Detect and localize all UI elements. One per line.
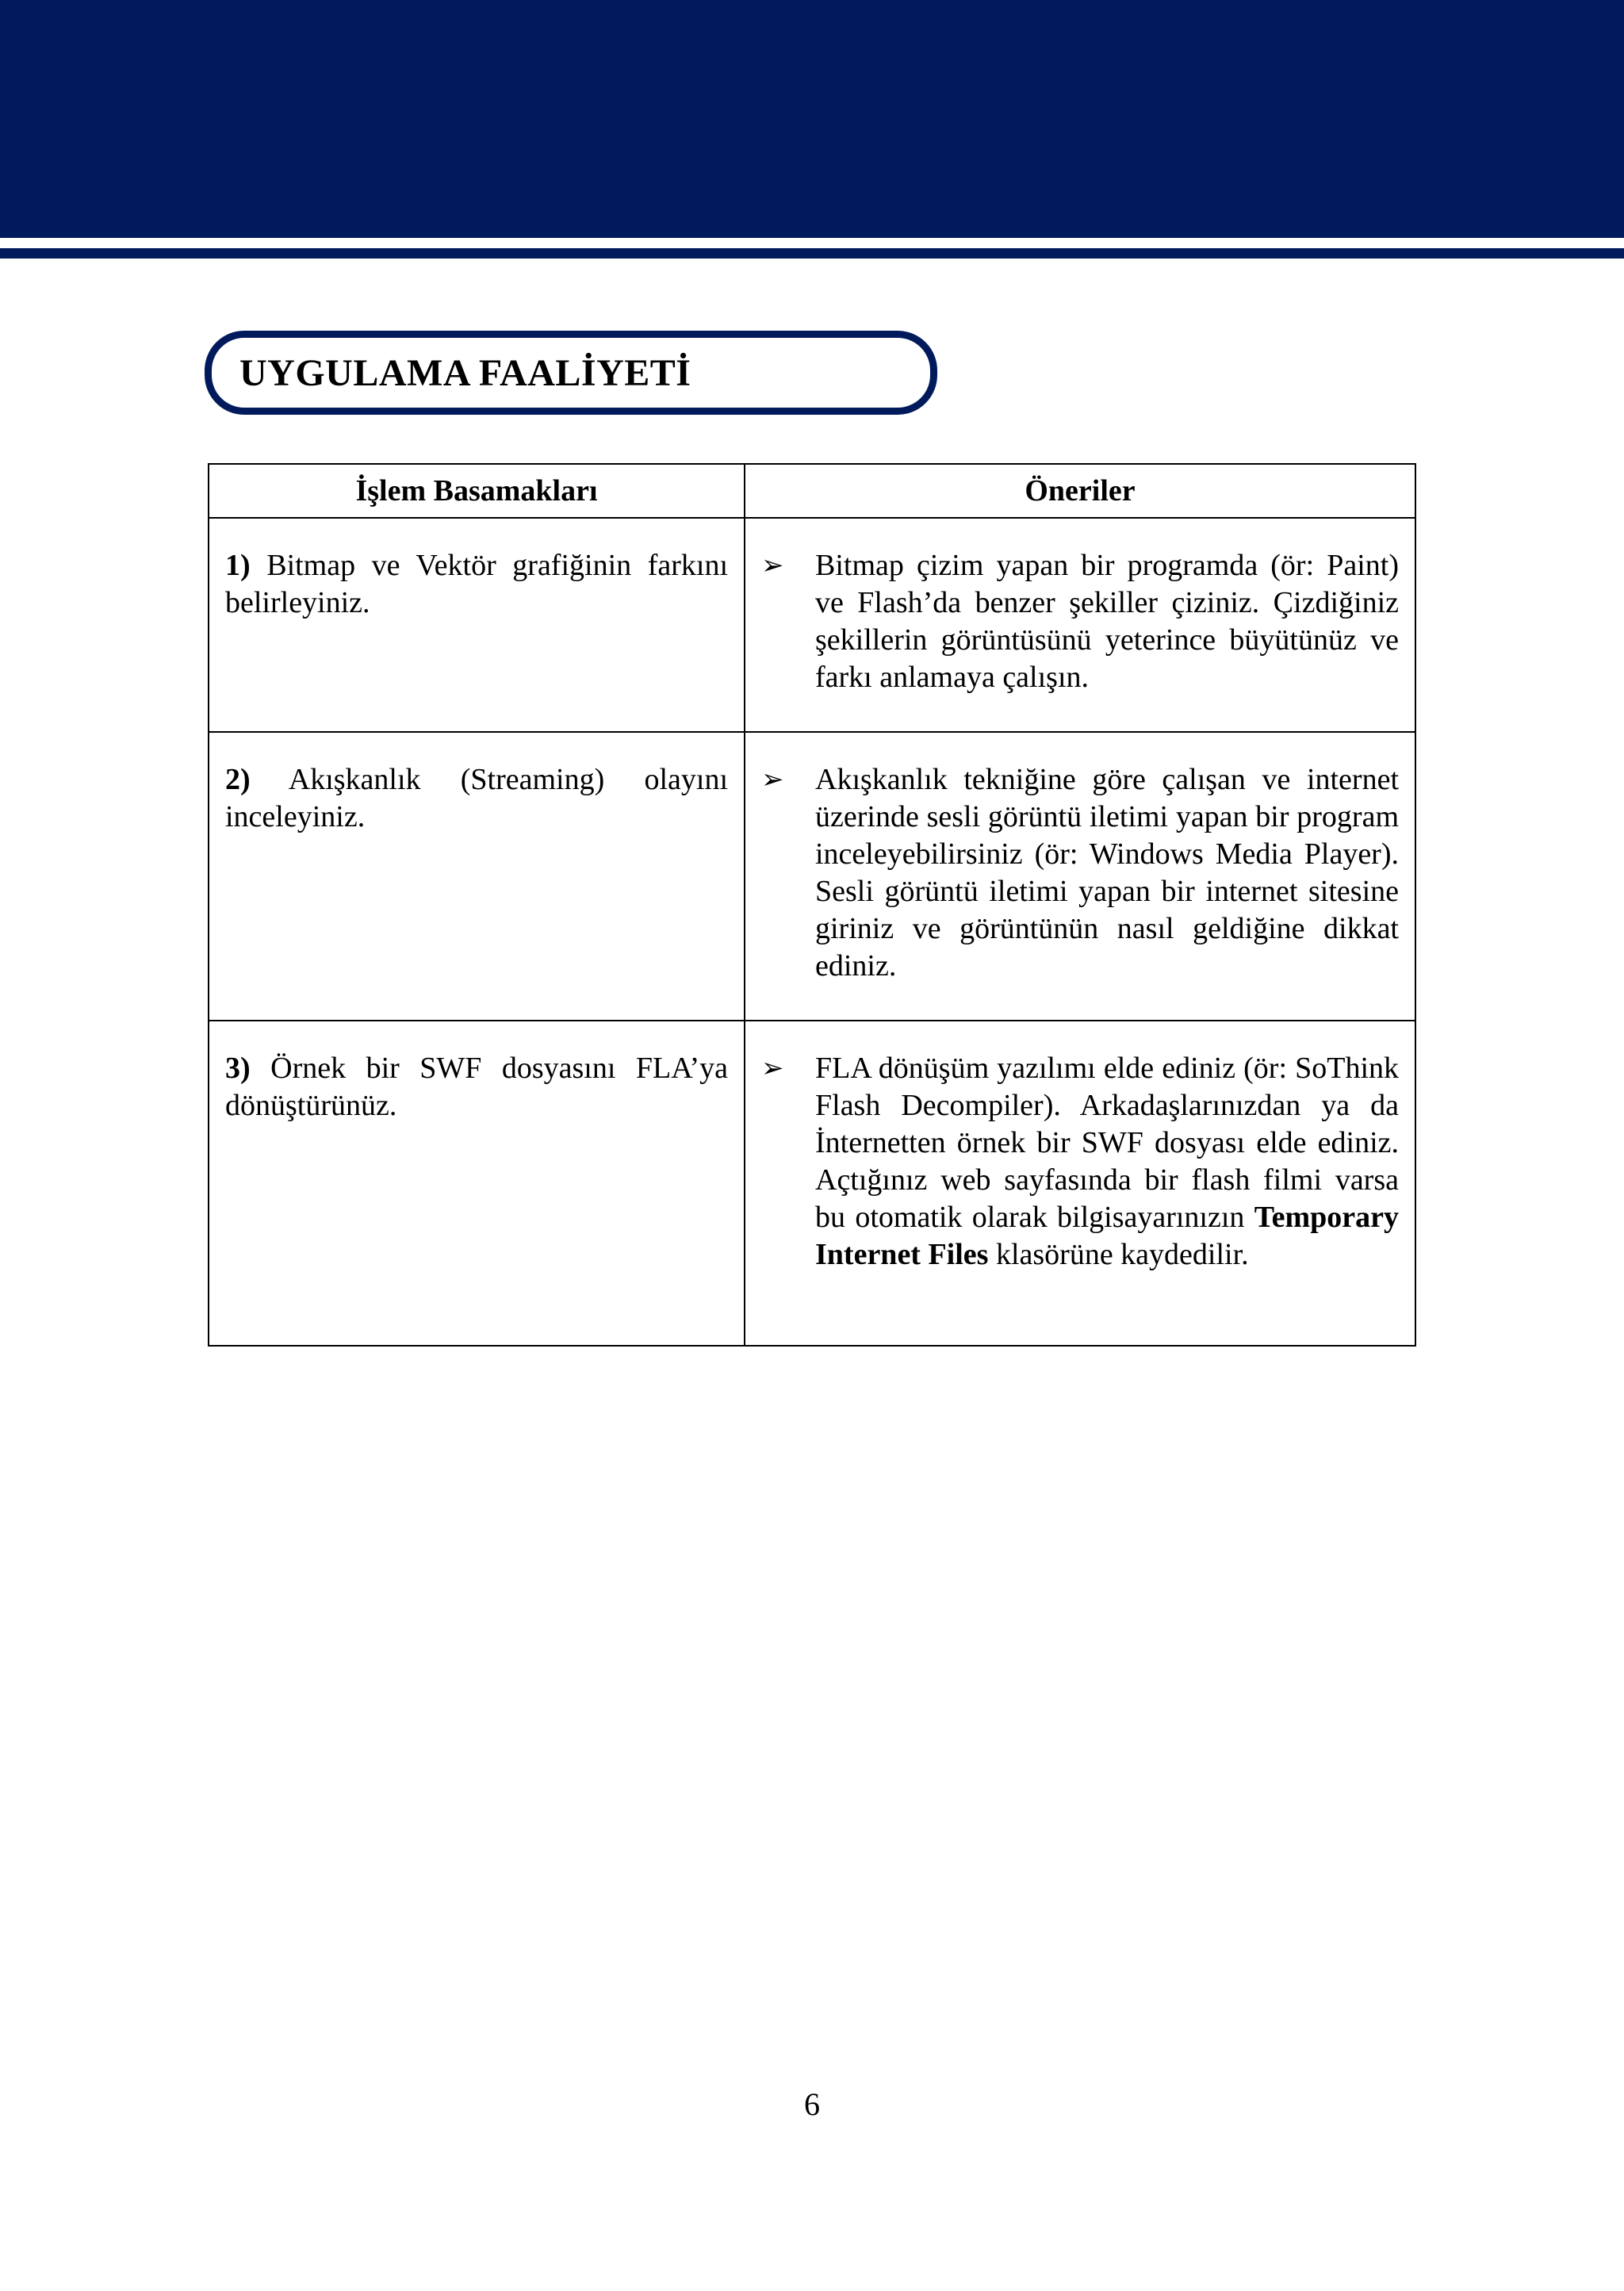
tip-text: Akışkanlık tekniğine göre çalışan ve internet üzerinde sesli görüntü iletimi yapan bir program inceleyebilirsiniz (ör: Windows Media Player). Sesli görüntü iletimi yapan bir internet sitesine giriniz ve görüntünün nasıl geldiğine dikkat ediniz. — [815, 763, 1399, 983]
table-header-row — [209, 464, 1415, 518]
tip-cell — [745, 1021, 1415, 1346]
tip-item — [761, 1050, 1399, 1274]
table-row — [209, 1021, 1415, 1346]
header-suggestions: Öneriler — [745, 464, 1415, 518]
activity-title-box — [205, 331, 937, 415]
tip-text-part: FLA dönüşüm yazılımı elde ediniz (ör: SoThink Flash Decompiler). Arkadaşlarınızdan ya da İnternetten örnek bir SWF dosyası elde ediniz. Açtığınız web sayfasında bir flash filmi varsa bu otomatik olarak bilgisayarınızın — [815, 1052, 1399, 1234]
tip-cell — [745, 732, 1415, 1021]
header-steps: İşlem Basamakları — [209, 464, 745, 518]
step-number: 2) — [225, 763, 251, 796]
tip-folder-name: Temporary Internet Files — [815, 1201, 1399, 1271]
arrowhead-bullet-icon: ➢ — [761, 550, 784, 581]
step-text: Akışkanlık (Streaming) olayını inceleyiniz. — [225, 763, 728, 833]
tip-item — [761, 547, 1399, 696]
step-text: Bitmap ve Vektör grafiğinin farkını belirleyiniz. — [225, 549, 728, 619]
steps-table — [208, 463, 1416, 1347]
tip-text — [815, 1050, 1399, 1274]
table-row — [209, 518, 1415, 732]
table-row — [209, 732, 1415, 1021]
step-number: 1) — [225, 549, 251, 582]
step-cell — [209, 732, 745, 1021]
step-text: Örnek bir SWF dosyasını FLA’ya dönüştürünüz. — [225, 1052, 728, 1122]
tip-item — [761, 761, 1399, 985]
arrowhead-bullet-icon: ➢ — [761, 1052, 784, 1084]
tip-cell — [745, 518, 1415, 732]
tip-text: Bitmap çizim yapan bir programda (ör: Paint) ve Flash’da benzer şekiller çiziniz. Çizdiğiniz şekillerin görüntüsünü yeterince büyütünüz ve farkı anlamaya çalışın. — [815, 549, 1399, 694]
step-number: 3) — [225, 1052, 251, 1085]
step-cell — [209, 518, 745, 732]
page-number: 6 — [804, 2086, 820, 2122]
header-band — [0, 0, 1624, 238]
arrowhead-bullet-icon: ➢ — [761, 764, 784, 795]
header-rule — [0, 248, 1624, 259]
tip-text-part: klasörüne kaydedilir. — [988, 1238, 1249, 1271]
activity-title: UYGULAMA FAALİYETİ — [239, 351, 691, 394]
step-cell — [209, 1021, 745, 1346]
